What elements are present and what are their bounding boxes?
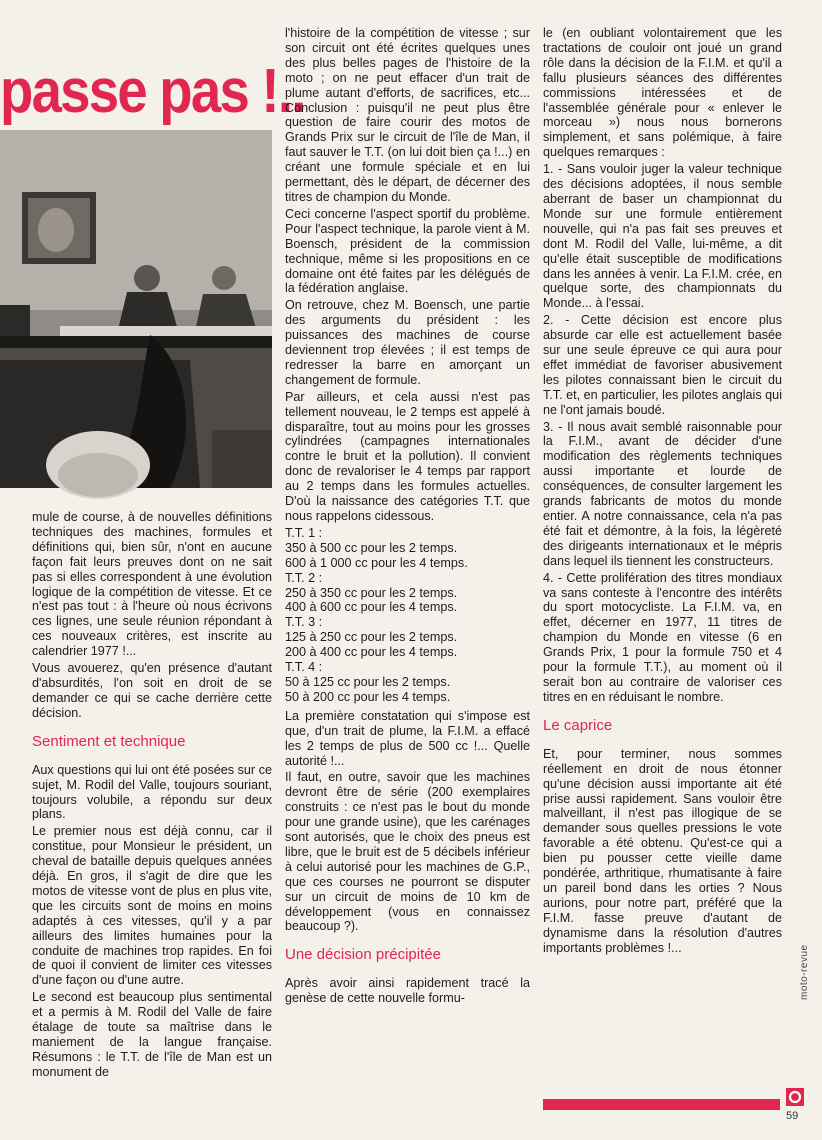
tt-category-line: 250 à 350 cc pour les 2 temps. — [285, 585, 458, 600]
tt-category-label: T.T. 3 : — [285, 615, 323, 630]
tt-category-line: 200 à 400 cc pour les 4 temps. — [285, 645, 458, 660]
section-heading: Le caprice — [543, 716, 613, 734]
paragraph: 4. - Cette prolifération des titres mondiaux va sans conteste à l'encontre des intérêts du sport motocycliste. La F.I.M. va, en effet, décerner en 1977, 11 titres de champion du Monde en vitesse (6 en Grands Prix, 1 pour la formule 750 et 4 pour la formule T.T.), au moment où il serait bon au contraire de valoriser ces titres en en réduisant le nombre. — [543, 570, 782, 704]
paragraph: Vous avouerez, qu'en présence d'autant d'absurdités, l'on soit en droit de se demander ce qui se cache derrière cette décision. — [32, 661, 272, 720]
tt-category-label: T.T. 1 : — [285, 525, 323, 540]
paragraph: 3. - Il nous avait semblé raisonnable pour la F.I.M., avant de décider d'une modification des règlements techniques aussi importante et lourde de conséquences, de consulter largement les grands fabricants de motos du monde entier. A notre connaissance, cela n'a pas été fait et démontre, à la fois, la légèreté des dirigeants internationaux et le mépris dans lequel ils tiennent les constructeurs. — [543, 419, 782, 568]
paragraph: On retrouve, chez M. Boensch, une partie des arguments du président : les puissances des machines de course deviennent trop élevées ; il est temps de redresser la barre en amorçant un changement de formule. — [285, 298, 530, 387]
column-1 — [32, 510, 272, 1082]
paragraph: 2. - Cette décision est encore plus absurde car elle est actuellement basée sur une seule épreuve ce qui aura pour effet immédiat de favoriser abusivement les pilotes connaissant bien le circuit du T.T. et, en particulier, les pilotes anglais qui ne l'ont jamais boudé. — [543, 313, 782, 417]
tt-category-line: 50 à 200 cc pour les 4 temps. — [285, 689, 451, 704]
tt-category-label: T.T. 2 : — [285, 570, 323, 585]
paragraph: Le premier nous est déjà connu, car il constitue, pour Monsieur le président, un cheval de bataille depuis quelques années déjà. En gros, il s'agit de dire que les motos de vitesse vont de plus en plus vite, que les circuits sont de moins en moins adaptés à ces vitesses, qu'il y a par ailleurs des limites humaines pour la conduite de machines trop rapides. En foi de quoi il convient de limiter ces vitesses d'une façon ou d'une autre. — [32, 824, 272, 988]
page-number: 59 — [786, 1110, 799, 1122]
paragraph: Il faut, en outre, savoir que les machines devront être de série (200 exemplaires construits : ce n'est pas le bout du monde pour une grande usine), que les carénages sont autorisés, que le choix des pneus est libre, que le bruit est de 5 décibels inférieur à celui autorisé pour les machines de G.P., que ces courses ne pourront se disputer sur un circuit de moins de 10 km de développement (vous en connaissez beaucoup ?). — [285, 770, 530, 934]
paragraph: Par ailleurs, et cela aussi n'est pas tellement nouveau, le 2 temps est appelé à disparaître, tout au moins pour les grosses cylindrées (campagnes internationales contre le bruit et la pollution). Il convient donc de revaloriser le 4 temps par rapport au 2 temps dans les formules actuelles. D'où la naissance des catégories T.T. que nous rappelons cidessous. — [285, 389, 530, 523]
paragraph: Aux questions qui lui ont été posées sur ce sujet, M. Rodil del Valle, toujours souriant, toujours volubile, a répondu sur deux plans. — [32, 762, 272, 822]
tt-category-label: T.T. 4 : — [285, 660, 323, 675]
magazine-logo-icon — [786, 1088, 804, 1106]
paragraph: l'histoire de la compétition de vitesse ; sur son circuit ont été écrites quelques unes des plus belles pages de l'histoire de la moto ; on ne peut effacer d'un trait de plume autant d'efforts, de sacrifices, etc... Conclusion : puisqu'il ne peut plus être question de faire courir des motos de Grands Prix sur le circuit de l'île de Man, il faut sauver le T.T. (on lui doit bien ça !...) en créant une formule spéciale et en lui permettant, dès le départ, de décerner des titres de champion du Monde. — [285, 26, 530, 204]
footer-rule — [543, 1099, 780, 1110]
paragraph: 1. - Sans vouloir juger la valeur technique des décisions adoptées, il nous semble aberrant de baser un championnat du Monde sur une formule entièrement nouvelle, qui n'a pas fait ses preuves et dont M. Rodil del Valle, lui-même, a dit qu'elle était susceptible de modifications dans les années à venir. La F.I.M. crée, en quelque sorte, des championnats du Monde... à l'essai. — [543, 162, 782, 311]
column-2 — [285, 26, 530, 1008]
paragraph: Ceci concerne l'aspect sportif du problème. Pour l'aspect technique, la parole vient à M. Boensch, président de la commission technique, même si les propositions en ce domaine ont été faites par les délégués de la fédération anglaise. — [285, 206, 530, 296]
article-title: passe pas !.. — [0, 57, 305, 126]
paragraph: Après avoir ainsi rapidement tracé la genèse de cette nouvelle formu- — [285, 976, 530, 1006]
section-heading: Sentiment et technique — [32, 732, 186, 750]
tt-category-line: 600 à 1 000 cc pour les 4 temps. — [285, 555, 468, 570]
tt-category-line: 50 à 125 cc pour les 2 temps. — [285, 674, 451, 689]
paragraph: mule de course, à de nouvelles définitions techniques des machines, formules et définitions qui, bien sûr, n'ont en aucune façon fait leurs preuves dont on ne sait pas si elles correspondent à une évolution logique de la compétition de vitesse. Et ce n'est pas tout : à l'heure où nous écrivons ces lignes, une seule réunion répondant à ces nouveaux critères, est inscrite au calendrier 1977 !... — [32, 510, 272, 659]
section-heading: Une décision précipitée — [285, 946, 441, 964]
tt-category-line: 125 à 250 cc pour les 2 temps. — [285, 630, 458, 645]
magazine-name: moto-revue — [799, 944, 810, 1000]
paragraph: Et, pour terminer, nous sommes réellement en droit de nous étonner qu'une décision aussi importante ait été prise aussi rapidement. Sans vouloir être malveillant, il n'est pas illogique de se demander sous quelles pressions le vote favorable a été obtenu. Qu'est-ce qui a bien pu pousser cette vieille dame pondérée, arthritique, rhumatisante à faire un pareil bond dans les orties ? Nous aurions, pour notre part, préféré que la F.I.M. fasse preuve d'autant de dynamisme dans la résolution d'autres importants problèmes !... — [543, 746, 782, 955]
paragraph: La première constatation qui s'impose est que, d'un trait de plume, la F.I.M. a effacé les 2 temps de plus de 500 cc !... Quelle autorité !... — [285, 708, 530, 768]
column-3 — [543, 26, 782, 957]
paragraph: Le second est beaucoup plus sentimental et a permis à M. Rodil del Valle de faire étalage de toute sa maîtrise dans le maniement de la langue française. Résumons : le T.T. de l'île de Man est un monument de — [32, 990, 272, 1079]
article-photo — [0, 130, 272, 488]
tt-category-line: 400 à 600 cc pour les 4 temps. — [285, 600, 458, 615]
tt-category-line: 350 à 500 cc pour les 2 temps. — [285, 540, 458, 555]
paragraph: le (en oubliant volontairement que les tractations de couloir ont joué un grand rôle dans la décision de la F.I.M. et qu'il a fallu plusieurs séances des différentes commissions intéressées et de l'assemblée générale pour « enlever le morceau ») nous nous bornerons simplement, et sans polémique, à faire quelques remarques : — [543, 26, 782, 160]
